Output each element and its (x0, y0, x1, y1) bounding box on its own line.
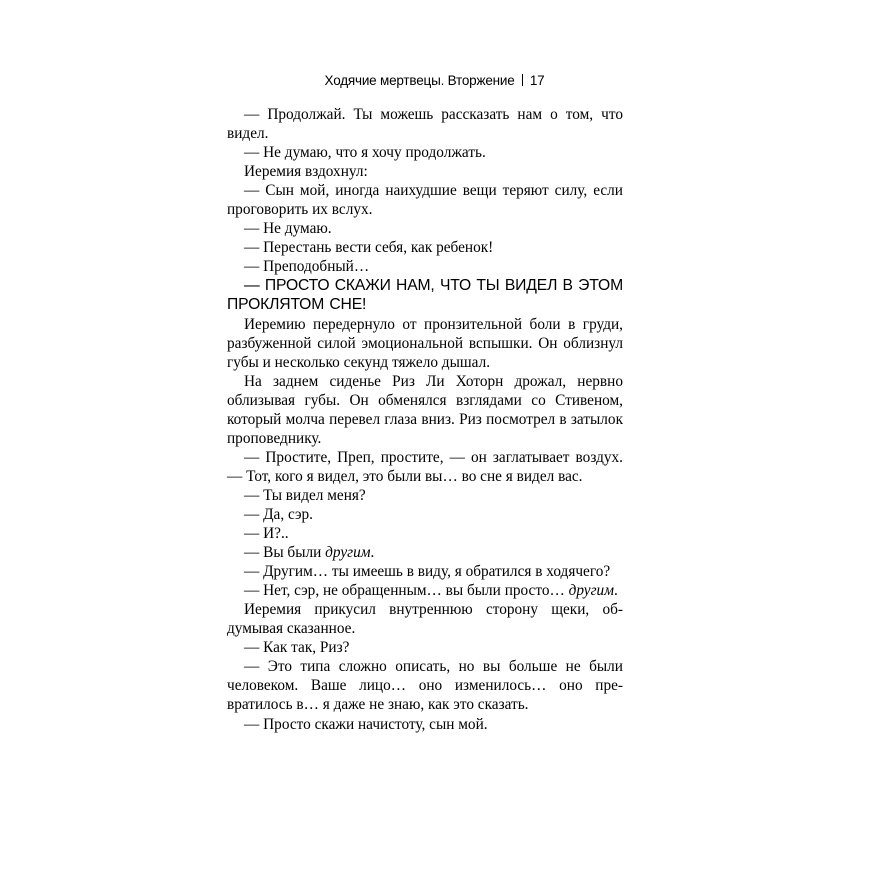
text-run: . (370, 544, 375, 562)
body-text (227, 105, 623, 734)
paragraph: — Сын мой, иногда наихудшие вещи теряют силу, если проговорить их вслух. (227, 182, 623, 219)
paragraph: — И?.. (244, 525, 289, 543)
paragraph: Иеремия вздохнул: (244, 163, 368, 181)
page-number: 17 (529, 73, 545, 88)
text-run: — Нет, сэр, не обращенным… вы были просто… (244, 582, 569, 600)
paragraph: Иеремию передернуло от пронзительной боли в груди, разбуженной силой эмоциональной вспышки. Он облизнул губы и несколько секунд тяжело дышал. (227, 315, 623, 371)
header-separator (522, 74, 523, 86)
paragraph: — Не думаю. (244, 220, 332, 238)
text-run: . (613, 582, 618, 600)
paragraph: На заднем сиденье Риз Ли Хоторн дрожал, нервно облизывая губы. Он обменялся взглядами со Стивеном, который молча перевел глаза вниз. Риз посмотрел в затылок проповеднику. (227, 372, 623, 447)
paragraph: — Как так, Риз? (244, 639, 350, 657)
text-run: — Вы были (244, 544, 326, 562)
paragraph: Иеремия прикусил внутреннюю сторону щеки, обдумывая сказанное. (227, 601, 623, 638)
book-title: Ходячие мертвецы. Вторжение (324, 73, 515, 88)
paragraph: — Преподобный… (244, 258, 370, 276)
paragraph: — Не думаю, что я хочу продолжать. (244, 144, 486, 162)
emphasis: другим (568, 582, 614, 600)
shouted-paragraph: — ПРОСТО СКАЖИ НАМ, ЧТО ТЫ ВИДЕЛ В ЭТОМ ПРОКЛЯТОМ СНЕ! (227, 277, 623, 314)
paragraph (227, 543, 623, 562)
paragraph: — Ты видел меня? (244, 486, 366, 504)
emphasis: другим (325, 544, 371, 562)
paragraph: — Перестань вести себя, как ребенок! (244, 239, 494, 257)
paragraph: — Другим… ты имеешь в виду, я обратился в ходячего? (244, 563, 611, 581)
paragraph: — Продолжай. Ты можешь рассказать нам о том, что видел. (227, 106, 623, 143)
running-head (0, 73, 869, 88)
paragraph: — Это типа сложно описать, но вы больше не были человеком. Ваше лицо… оно изменилось… оно превратилось в… я даже не знаю, как это сказать. (227, 658, 623, 714)
paragraph: — Просто скажи начистоту, сын мой. (244, 715, 488, 733)
paragraph: — Да, сэр. (244, 505, 314, 523)
paragraph (227, 581, 623, 600)
paragraph: — Простите, Преп, простите, — он заглатывает воздух. — Тот, кого я видел, это были вы… во сне я видел вас. (227, 448, 623, 485)
